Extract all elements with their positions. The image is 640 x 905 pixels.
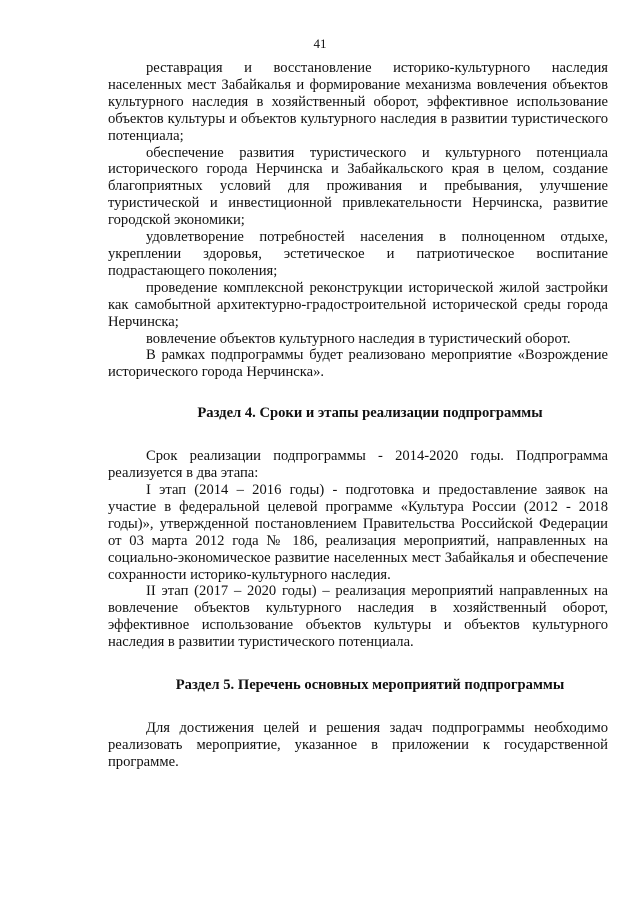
section-5-title: Раздел 5. Перечень основных мероприятий подпрограммы (175, 677, 565, 694)
paragraph-goal-development: обеспечение развития туристического и культурного потенциала исторического города Нерчинска и Забайкальского края в целом, создание благоприятных условий для проживания и пребывания, улучшение туристической и инвестиционной привлекательности Нерчинска, развитие городской экономики; (108, 144, 608, 229)
paragraph-goal-reconstruction: проведение комплексной реконструкции исторической жилой застройки как самобытной архитектурно-градостроительной исторической среды города Нерчинска; (108, 279, 608, 330)
document-body (108, 60, 608, 771)
section-4-paragraph-term: Срок реализации подпрограммы - 2014-2020 годы. Подпрограмма реализуется в два этапа: (108, 448, 608, 482)
section-4-title: Раздел 4. Сроки и этапы реализации подпрограммы (197, 405, 543, 422)
page-number: 41 (313, 36, 327, 51)
section-4-paragraph-stage-2: II этап (2017 – 2020 годы) – реализация мероприятий направленных на вовлечение объектов культурного наследия в хозяйственный оборот, эффективное использование объектов культуры и объектов культурного наследия в развитии туристического потенциала. (108, 583, 608, 651)
section-5-paragraph: Для достижения целей и решения задач подпрограммы необходимо реализовать мероприятие, указанное в приложении к государственной программе. (108, 720, 608, 770)
paragraph-event: В рамках подпрограммы будет реализовано мероприятие «Возрождение исторического города Нерчинска». (108, 347, 608, 381)
paragraph-goal-needs: удовлетворение потребностей населения в полноценном отдыхе, укреплении здоровья, эстетическое и патриотическое воспитание подрастающего поколения; (108, 229, 608, 279)
paragraph-goal-tourism: вовлечение объектов культурного наследия в туристический оборот. (146, 330, 571, 347)
section-4-paragraph-stage-1: I этап (2014 – 2016 годы) - подготовка и предоставление заявок на участие в федеральной целевой программе «Культура России (2012 - 2018 годы)», утвержденной постановлением Правительства Российской Федерации от 03 марта 2012 года № 186, реализация мероприятий, направленных на социально-экономическое развитие населенных мест Забайкалья и обеспечение сохранности историко-культурного наследия. (108, 482, 608, 583)
paragraph-goal-restoration: реставрация и восстановление историко-культурного наследия населенных мест Забайкалья и формирование механизма вовлечения объектов культурного наследия в хозяйственный оборот, эффективное использование объектов культуры и объектов культурного наследия в развитии туристического потенциала; (108, 60, 608, 144)
